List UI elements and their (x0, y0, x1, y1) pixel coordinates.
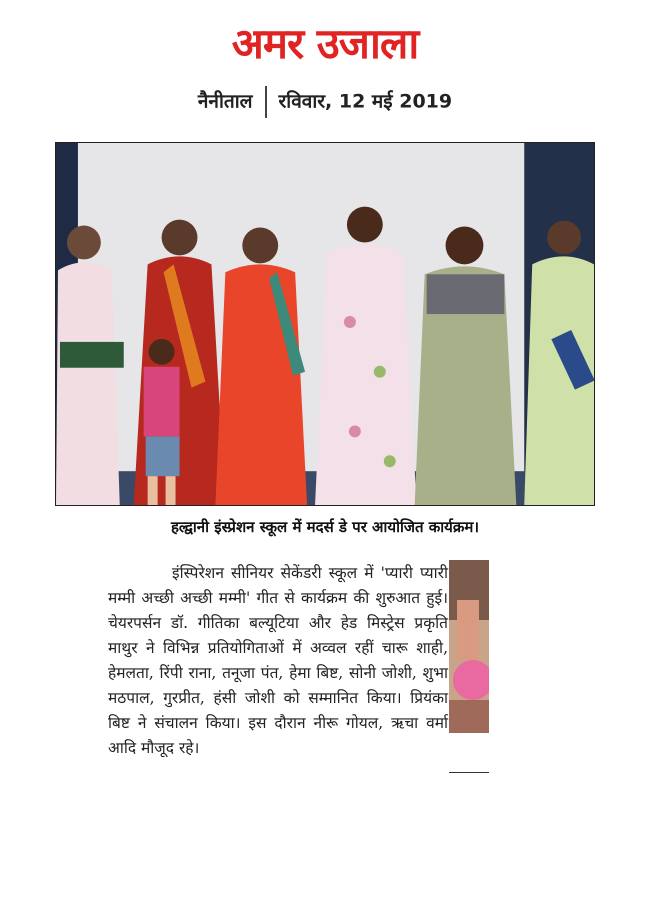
group-photo-illustration (56, 143, 594, 505)
dateline-divider (265, 86, 267, 118)
dateline (0, 86, 650, 118)
newspaper-masthead: अमर उजाला (231, 19, 419, 68)
photo-caption: हल्द्वानी इंस्प्रेशन स्कूल में मदर्स डे पर आयोजित कार्यक्रम। (170, 518, 480, 536)
publication-date: रविवार, 12 मई 2019 (278, 90, 453, 113)
news-photo (55, 142, 595, 506)
adjacent-photo-fragment (449, 560, 489, 733)
adjacent-photo-illustration (449, 560, 489, 733)
edition-name: नैनीताल (197, 90, 253, 113)
column-rule (449, 772, 489, 773)
article-body: इंस्पिरेशन सीनियर सेकेंडरी स्कूल में 'प्यारी प्यारी मम्मी अच्छी अच्छी मम्मी' गीत से कार्यक्रम की शुरुआत हुई। चेयरपर्सन डॉ. गीतिका बल्यूटिया और हेड मिस्ट्रेस प्रकृति माथुर ने विभिन्न प्रतियोगिताओं में अव्वल रहीं चारू शाही, हेमलता, रिंपी राना, तनूजा पंत, हेमा बिष्ट, सोनी जोशी, शुभा मठपाल, गुरप्रीत, हंसी जोशी को सम्मानित किया। प्रियंका बिष्ट ने संचालन किया। इस दौरान नीरू गोयल, ऋचा वर्मा आदि मौजूद रहे। (108, 564, 448, 757)
